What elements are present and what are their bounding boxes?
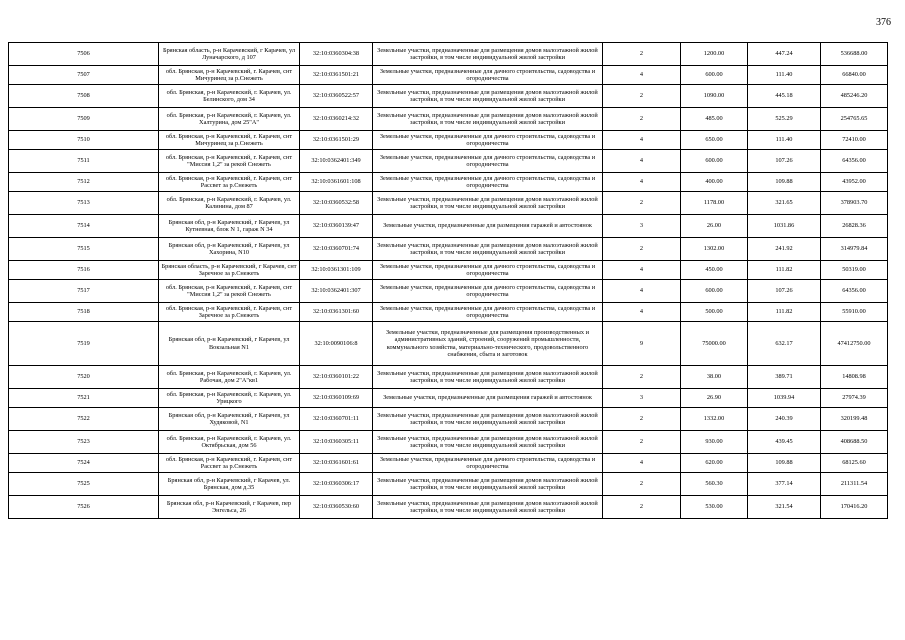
land-use-cell: Земельные участки, предназначенные для дачного строительства, садоводства и огородничества [373,280,603,303]
row-number-cell: 7525 [9,473,159,496]
unit-value-cell: 107.26 [748,280,821,303]
group-cell: 4 [603,303,681,322]
area-cell: 1302.00 [681,238,748,261]
cadastral-value-cell: 47412750.00 [821,322,888,366]
row-number-cell: 7526 [9,496,159,519]
cadastral-number-cell: 32:10:0361501:21 [300,66,373,85]
area-cell: 1332.00 [681,408,748,431]
table-row [9,66,888,85]
group-cell: 4 [603,131,681,150]
cadastral-number-cell: 32:10:0360304:38 [300,43,373,66]
group-cell: 3 [603,215,681,238]
table-row [9,496,888,519]
area-cell: 1090.00 [681,85,748,108]
area-cell: 1178.00 [681,192,748,215]
group-cell: 2 [603,192,681,215]
cadastral-number-cell: 32:10:0360530:60 [300,496,373,519]
table-row [9,108,888,131]
group-cell: 3 [603,389,681,408]
cadastral-value-cell: 55910.00 [821,303,888,322]
cadastral-number-cell: 32:10:0360306:17 [300,473,373,496]
land-use-cell: Земельные участки, предназначенные для размещения домов малоэтажной жилой застройки, в том числе индивидуальной жилой застройки [373,108,603,131]
address-cell: Брянская обл, р-н Карачевский, г Карачев, ул. Брянская, дом д.35 [159,473,300,496]
unit-value-cell: 107.26 [748,150,821,173]
cadastral-value-cell: 27974.39 [821,389,888,408]
row-number-cell: 7512 [9,173,159,192]
land-use-cell: Земельные участки, предназначенные для размещения гаражей и автостоянок [373,215,603,238]
table-row [9,431,888,454]
row-number-cell: 7513 [9,192,159,215]
address-cell: обл. Брянская, р-н Карачевский, г. Карачев, ул. Белинского, дом 34 [159,85,300,108]
area-cell: 560.30 [681,473,748,496]
row-number-cell: 7519 [9,322,159,366]
area-cell: 620.00 [681,454,748,473]
table-row [9,43,888,66]
unit-value-cell: 525.29 [748,108,821,131]
land-use-cell: Земельные участки, предназначенные для размещения домов малоэтажной жилой застройки, в том числе индивидуальной жилой застройки [373,238,603,261]
unit-value-cell: 321.54 [748,496,821,519]
area-cell: 600.00 [681,280,748,303]
unit-value-cell: 321.65 [748,192,821,215]
address-cell: обл. Брянская, р-н Карачевский, г. Карачев, ул. Халтурина, дом 25"А" [159,108,300,131]
cadastral-number-cell: 32:10:0361301:60 [300,303,373,322]
land-use-cell: Земельные участки, предназначенные для дачного строительства, садоводства и огородничества [373,173,603,192]
address-cell: обл. Брянская, р-н Карачевский, г. Карачев, снт Заречное за р.Снежеть [159,303,300,322]
group-cell: 4 [603,173,681,192]
group-cell: 2 [603,238,681,261]
address-cell: Брянская обл, р-н Карачевский, г Карачев, ул Хахорина, N10 [159,238,300,261]
table-row [9,261,888,280]
unit-value-cell: 111.82 [748,303,821,322]
cadastral-number-cell: 32:10:0361301:109 [300,261,373,280]
land-use-cell: Земельные участки, предназначенные для размещения гаражей и автостоянок [373,389,603,408]
group-cell: 9 [603,322,681,366]
address-cell: Брянская область, р-н Карачевский, г Карачев, снт Заречное за р.Снежеть [159,261,300,280]
row-number-cell: 7507 [9,66,159,85]
area-cell: 500.00 [681,303,748,322]
row-number-cell: 7523 [9,431,159,454]
cadastral-number-cell: 32:10:0360701:11 [300,408,373,431]
unit-value-cell: 240.39 [748,408,821,431]
table-row [9,473,888,496]
land-use-cell: Земельные участки, предназначенные для дачного строительства, садоводства и огородничества [373,454,603,473]
address-cell: обл. Брянская, р-н Карачевский, г. Карачев, снт Рассвет за р.Снежеть [159,173,300,192]
group-cell: 4 [603,454,681,473]
cadastral-number-cell: 32:10:0360101:22 [300,366,373,389]
address-cell: обл. Брянская, р-н Карачевский, г. Карачев, ул. Рабочая, дом 2"А"кв1 [159,366,300,389]
address-cell: обл. Брянская, р-н Карачевский, г. Карачев, снт Мичуринец за р.Снежеть [159,66,300,85]
group-cell: 2 [603,85,681,108]
row-number-cell: 7510 [9,131,159,150]
group-cell: 2 [603,108,681,131]
cadastral-value-cell: 254765.65 [821,108,888,131]
row-number-cell: 7515 [9,238,159,261]
group-cell: 2 [603,408,681,431]
group-cell: 4 [603,66,681,85]
area-cell: 26.90 [681,389,748,408]
unit-value-cell: 389.71 [748,366,821,389]
row-number-cell: 7521 [9,389,159,408]
area-cell: 530.00 [681,496,748,519]
land-use-cell: Земельные участки, предназначенные для размещения домов малоэтажной жилой застройки, в том числе индивидуальной жилой застройки [373,366,603,389]
cadastral-table [8,42,888,519]
cadastral-value-cell: 170416.20 [821,496,888,519]
land-use-cell: Земельные участки, предназначенные для дачного строительства, садоводства и огородничества [373,261,603,280]
table-row [9,131,888,150]
table-row [9,85,888,108]
cadastral-number-cell: 32:10:0360109:69 [300,389,373,408]
area-cell: 930.00 [681,431,748,454]
group-cell: 2 [603,473,681,496]
unit-value-cell: 111.40 [748,66,821,85]
cadastral-number-cell: 32:10:0361501:29 [300,131,373,150]
unit-value-cell: 447.24 [748,43,821,66]
unit-value-cell: 109.88 [748,173,821,192]
unit-value-cell: 377.14 [748,473,821,496]
land-use-cell: Земельные участки, предназначенные для дачного строительства, садоводства и огородничества [373,131,603,150]
table-row [9,215,888,238]
area-cell: 400.00 [681,173,748,192]
area-cell: 600.00 [681,150,748,173]
unit-value-cell: 1039.94 [748,389,821,408]
unit-value-cell: 111.82 [748,261,821,280]
cadastral-value-cell: 66840.00 [821,66,888,85]
unit-value-cell: 109.88 [748,454,821,473]
cadastral-number-cell: 32:10:0362401:307 [300,280,373,303]
address-cell: обл. Брянская, р-н Карачевский, г. Карачев, снт Рассвет за р.Снежеть [159,454,300,473]
group-cell: 4 [603,261,681,280]
table-body [9,43,888,519]
land-use-cell: Земельные участки, предназначенные для размещения домов малоэтажной жилой застройки, в том числе индивидуальной жилой застройки [373,85,603,108]
unit-value-cell: 241.92 [748,238,821,261]
address-cell: обл. Брянская, р-н Карачевский, г. Карачев, ул. Калинина, дом 87 [159,192,300,215]
land-use-cell: Земельные участки, предназначенные для размещения домов малоэтажной жилой застройки, в том числе индивидуальной жилой застройки [373,473,603,496]
cadastral-value-cell: 408688.50 [821,431,888,454]
cadastral-value-cell: 320199.48 [821,408,888,431]
table-row [9,280,888,303]
group-cell: 2 [603,431,681,454]
row-number-cell: 7506 [9,43,159,66]
area-cell: 600.00 [681,66,748,85]
page-number: 376 [876,17,891,28]
row-number-cell: 7511 [9,150,159,173]
address-cell: Брянская обл, р-н Карачевский, г Карачев, ул Худяковой, N1 [159,408,300,431]
row-number-cell: 7517 [9,280,159,303]
group-cell: 2 [603,366,681,389]
cadastral-value-cell: 536688.00 [821,43,888,66]
table-row [9,454,888,473]
row-number-cell: 7508 [9,85,159,108]
cadastral-value-cell: 378903.70 [821,192,888,215]
cadastral-number-cell: 32:10:0360139:47 [300,215,373,238]
table-row [9,366,888,389]
cadastral-value-cell: 211311.54 [821,473,888,496]
unit-value-cell: 445.18 [748,85,821,108]
cadastral-value-cell: 68125.60 [821,454,888,473]
address-cell: Брянская обл, р-н Карачевский, г Карачев, ул Кутневная, блок N 1, гараж N 34 [159,215,300,238]
group-cell: 4 [603,150,681,173]
cadastral-number-cell: 32:10:0360532:58 [300,192,373,215]
land-use-cell: Земельные участки, предназначенные для размещения домов малоэтажной жилой застройки, в том числе индивидуальной жилой застройки [373,192,603,215]
table-row [9,389,888,408]
land-use-cell: Земельные участки, предназначенные для размещения домов малоэтажной жилой застройки, в том числе индивидуальной жилой застройки [373,43,603,66]
address-cell: обл. Брянская, р-н Карачевский, г. Карачев, ул. Урицкого [159,389,300,408]
table-row [9,173,888,192]
land-use-cell: Земельные участки, предназначенные для дачного строительства, садоводства и огородничества [373,66,603,85]
cadastral-value-cell: 72410.00 [821,131,888,150]
land-use-cell: Земельные участки, предназначенные для размещения домов малоэтажной жилой застройки, в том числе индивидуальной жилой застройки [373,496,603,519]
area-cell: 650.00 [681,131,748,150]
table-row [9,408,888,431]
address-cell: Брянская область, р-н Карачевский, г Карачев, ул Луначарского, д 107 [159,43,300,66]
cadastral-number-cell: 32:10:0360305:11 [300,431,373,454]
address-cell: обл. Брянская, р-н Карачевский, г. Карачев, снт "Миссия 1,2" за рекой Снежеть [159,150,300,173]
area-cell: 38.00 [681,366,748,389]
table-row [9,192,888,215]
cadastral-value-cell: 26828.36 [821,215,888,238]
row-number-cell: 7518 [9,303,159,322]
cadastral-number-cell: 32:10:0361601:108 [300,173,373,192]
address-cell: Брянская обл, р-н Карачевский, г Карачев, ул Вокзальная N1 [159,322,300,366]
address-cell: Брянская обл, р-н Карачевский, г Карачев, пер Энгельса, 26 [159,496,300,519]
area-cell: 26.00 [681,215,748,238]
group-cell: 2 [603,496,681,519]
row-number-cell: 7520 [9,366,159,389]
group-cell: 2 [603,43,681,66]
address-cell: обл. Брянская, р-н Карачевский, г. Карачев, ул. Октябрьская, дом 56 [159,431,300,454]
cadastral-value-cell: 14808.98 [821,366,888,389]
cadastral-number-cell: 32:10:0362401:349 [300,150,373,173]
group-cell: 4 [603,280,681,303]
land-use-cell: Земельные участки, предназначенные для размещения домов малоэтажной жилой застройки, в том числе индивидуальной жилой застройки [373,431,603,454]
cadastral-number-cell: 32:10:0360522:57 [300,85,373,108]
cadastral-value-cell: 43952.00 [821,173,888,192]
area-cell: 450.00 [681,261,748,280]
unit-value-cell: 1031.86 [748,215,821,238]
cadastral-number-cell: 32:10:0360214:32 [300,108,373,131]
land-use-cell: Земельные участки, предназначенные для дачного строительства, садоводства и огородничества [373,303,603,322]
row-number-cell: 7509 [9,108,159,131]
land-use-cell: Земельные участки, предназначенные для размещения домов малоэтажной жилой застройки, в том числе индивидуальной жилой застройки [373,408,603,431]
address-cell: обл. Брянская, р-н Карачевский, г. Карачев, снт Мичуринец за р.Снежеть [159,131,300,150]
cadastral-value-cell: 50319.00 [821,261,888,280]
land-use-cell: Земельные участки, предназначенные для дачного строительства, садоводства и огородничества [373,150,603,173]
cadastral-number-cell: 32:10:0090106:8 [300,322,373,366]
cadastral-number-cell: 32:10:0361601:61 [300,454,373,473]
row-number-cell: 7516 [9,261,159,280]
land-use-cell: Земельные участки, предназначенные для размещения производственных и административных зданий, строений, сооружений промышленности, коммунального хозяйства, материально-технического, продовольственного снабжения, сбыта и заготовок [373,322,603,366]
row-number-cell: 7524 [9,454,159,473]
row-number-cell: 7514 [9,215,159,238]
area-cell: 1200.00 [681,43,748,66]
cadastral-value-cell: 485246.20 [821,85,888,108]
cadastral-value-cell: 64356.00 [821,150,888,173]
table-row [9,303,888,322]
table-row [9,238,888,261]
table-row [9,322,888,366]
cadastral-value-cell: 314979.84 [821,238,888,261]
address-cell: обл. Брянская, р-н Карачевский, г. Карачев, снт "Миссия 1,2" за рекой Снежеть [159,280,300,303]
table-row [9,150,888,173]
unit-value-cell: 439.45 [748,431,821,454]
cadastral-value-cell: 64356.00 [821,280,888,303]
row-number-cell: 7522 [9,408,159,431]
unit-value-cell: 632.17 [748,322,821,366]
cadastral-number-cell: 32:10:0360701:74 [300,238,373,261]
area-cell: 75000.00 [681,322,748,366]
area-cell: 485.00 [681,108,748,131]
unit-value-cell: 111.40 [748,131,821,150]
